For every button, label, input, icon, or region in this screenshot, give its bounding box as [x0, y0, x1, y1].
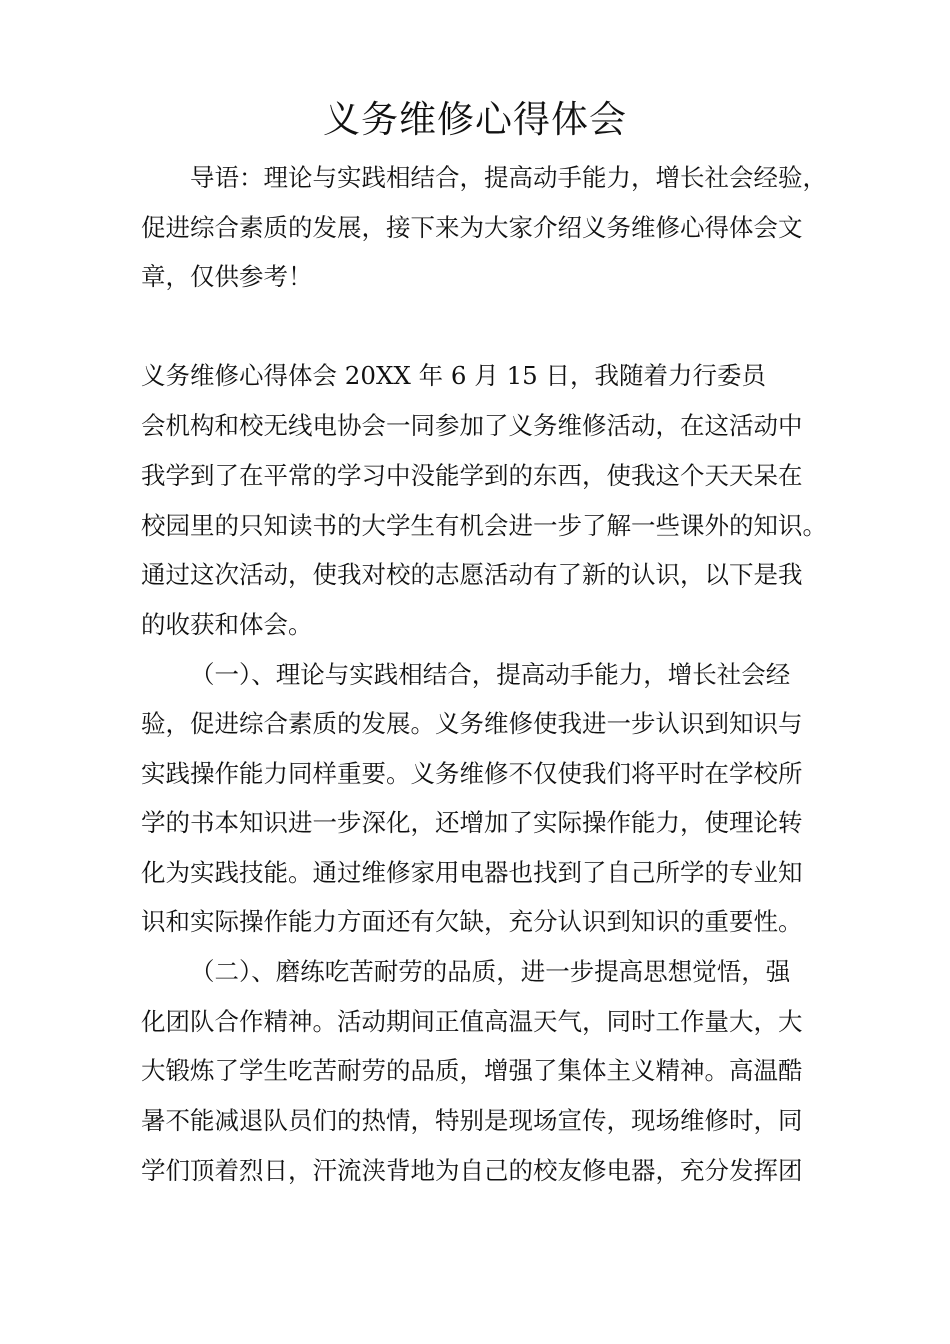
section-1-line-2: 验，促进综合素质的发展。义务维修使我进一步认识到知识与 — [141, 709, 803, 738]
section-2-line-4: 暑不能减退队员们的热情，特别是现场宣传，现场维修时，同 — [141, 1106, 803, 1135]
intro-line-1: 导语：理论与实践相结合，提高动手能力，增长社会经验， — [190, 163, 827, 192]
section-2-line-1: （二）、磨练吃苦耐劳的品质，进一步提高思想觉悟，强 — [190, 957, 791, 986]
section-1-line-3: 实践操作能力同样重要。义务维修不仅使我们将平时在学校所 — [141, 759, 803, 788]
intro-line-3: 章，仅供参考！ — [141, 262, 313, 291]
body-line-5: 通过这次活动，使我对校的志愿活动有了新的认识，以下是我 — [141, 560, 803, 589]
section-1-line-5: 化为实践技能。通过维修家用电器也找到了自己所学的专业知 — [141, 858, 803, 887]
intro-line-2: 促进综合素质的发展，接下来为大家介绍义务维修心得体会文 — [141, 213, 803, 242]
section-1-line-1: （一）、理论与实践相结合，提高动手能力，增长社会经 — [190, 660, 791, 689]
section-2-line-2: 化团队合作精神。活动期间正值高温天气，同时工作量大，大 — [141, 1007, 803, 1036]
body-line-6: 的收获和体会。 — [141, 610, 313, 639]
body-line-3: 我学到了在平常的学习中没能学到的东西，使我这个天天呆在 — [141, 461, 803, 490]
body-line-2: 会机构和校无线电协会一同参加了义务维修活动，在这活动中 — [141, 411, 803, 440]
section-2-line-3: 大锻炼了学生吃苦耐劳的品质，增强了集体主义精神。高温酷 — [141, 1056, 803, 1085]
section-1-line-6: 识和实际操作能力方面还有欠缺，充分认识到知识的重要性。 — [141, 907, 803, 936]
body-line-4: 校园里的只知读书的大学生有机会进一步了解一些课外的知识。 — [141, 511, 827, 540]
document-title: 义务维修心得体会 — [323, 98, 627, 141]
section-1-line-4: 学的书本知识进一步深化，还增加了实际操作能力，使理论转 — [141, 808, 803, 837]
body-line-1: 义务维修心得体会 20XX 年 6 月 15 日，我随着力行委员 — [141, 361, 767, 390]
section-2-line-5: 学们顶着烈日，汗流浃背地为自己的校友修电器，充分发挥团 — [141, 1156, 803, 1185]
